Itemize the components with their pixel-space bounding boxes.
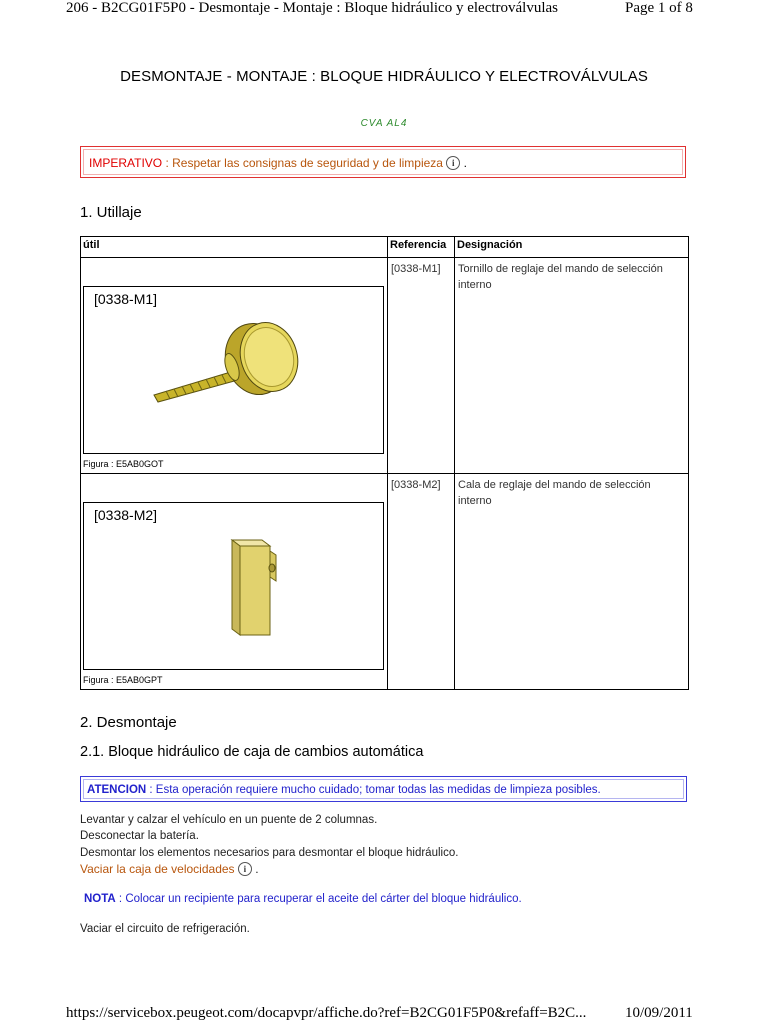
- header-title: 206 - B2CG01F5P0 - Desmontaje - Montaje : Bloque hidráulico y electroválvulas: [66, 0, 558, 16]
- atencion-text: Esta operación requiere mucho cuidado; tomar todas las medidas de limpieza posibles.: [155, 784, 601, 796]
- setting-shim-illustration: [84, 503, 383, 669]
- tool-desc-cell: Tornillo de reglaje del mando de selección interno: [455, 258, 689, 474]
- tool-ref-cell: [0338-M1]: [388, 258, 455, 474]
- page-subtitle: CVA AL4: [360, 118, 408, 129]
- figure-0338-m1[interactable]: [83, 286, 384, 454]
- page-header: [0, 0, 768, 20]
- figure-caption: Figura : E5AB0GPT: [83, 675, 163, 685]
- info-icon[interactable]: i: [446, 156, 460, 170]
- section-bloque-heading: 2.1. Bloque hidráulico de caja de cambios automática: [80, 744, 424, 760]
- thumb-screw-illustration: [84, 287, 383, 453]
- atencion-label: ATENCION: [87, 784, 147, 796]
- figure-0338-m2[interactable]: [83, 502, 384, 670]
- link-tail: .: [251, 862, 259, 876]
- imperativo-tail: .: [460, 156, 467, 170]
- step-text: Levantar y calzar el vehículo en un puente de 2 columnas.: [80, 814, 378, 826]
- footer-date: 10/09/2011: [625, 1005, 693, 1021]
- step-text: Vaciar el circuito de refrigeración.: [80, 923, 250, 935]
- nota-label: NOTA: [84, 893, 116, 905]
- page-title: DESMONTAJE - MONTAJE : BLOQUE HIDRÁULICO Y ELECTROVÁLVULAS: [120, 68, 648, 85]
- figure-label: [0338-M2]: [94, 507, 158, 523]
- step-link-line: [80, 862, 259, 876]
- info-icon[interactable]: i: [238, 862, 252, 876]
- tool-ref-cell: [0338-M2]: [388, 474, 455, 690]
- col-header-util: útil: [81, 237, 388, 258]
- imperativo-box: [80, 146, 686, 178]
- header-page-number: Page 1 of 8: [625, 0, 693, 16]
- section-utillaje-heading: 1. Utillaje: [80, 204, 142, 221]
- step-text: Desconectar la batería.: [80, 830, 199, 842]
- col-header-designacion: Designación: [455, 237, 689, 258]
- figure-label: [0338-M1]: [94, 291, 158, 307]
- atencion-sep: :: [146, 784, 156, 796]
- nota-text: Colocar un recipiente para recuperar el aceite del cárter del bloque hidráulico.: [125, 893, 522, 905]
- step-text: Desmontar los elementos necesarios para desmontar el bloque hidráulico.: [80, 847, 459, 859]
- section-desmontaje-heading: 2. Desmontaje: [80, 714, 177, 731]
- imperativo-label: IMPERATIVO: [89, 156, 163, 170]
- nota-line: [84, 893, 522, 905]
- footer-url: https://servicebox.peugeot.com/docapvpr/affiche.do?ref=B2CG01F5P0&refaff=B2C...: [66, 1005, 587, 1021]
- imperativo-sep: :: [162, 156, 173, 170]
- tool-desc-cell: Cala de reglaje del mando de selección interno: [455, 474, 689, 690]
- atencion-box: [80, 776, 687, 802]
- figure-caption: Figura : E5AB0GOT: [83, 459, 164, 469]
- imperativo-link[interactable]: Respetar las consignas de seguridad y de limpieza: [172, 156, 443, 170]
- vaciar-caja-link[interactable]: Vaciar la caja de velocidades: [80, 862, 235, 876]
- nota-sep: :: [115, 893, 126, 905]
- col-header-referencia: Referencia: [388, 237, 455, 258]
